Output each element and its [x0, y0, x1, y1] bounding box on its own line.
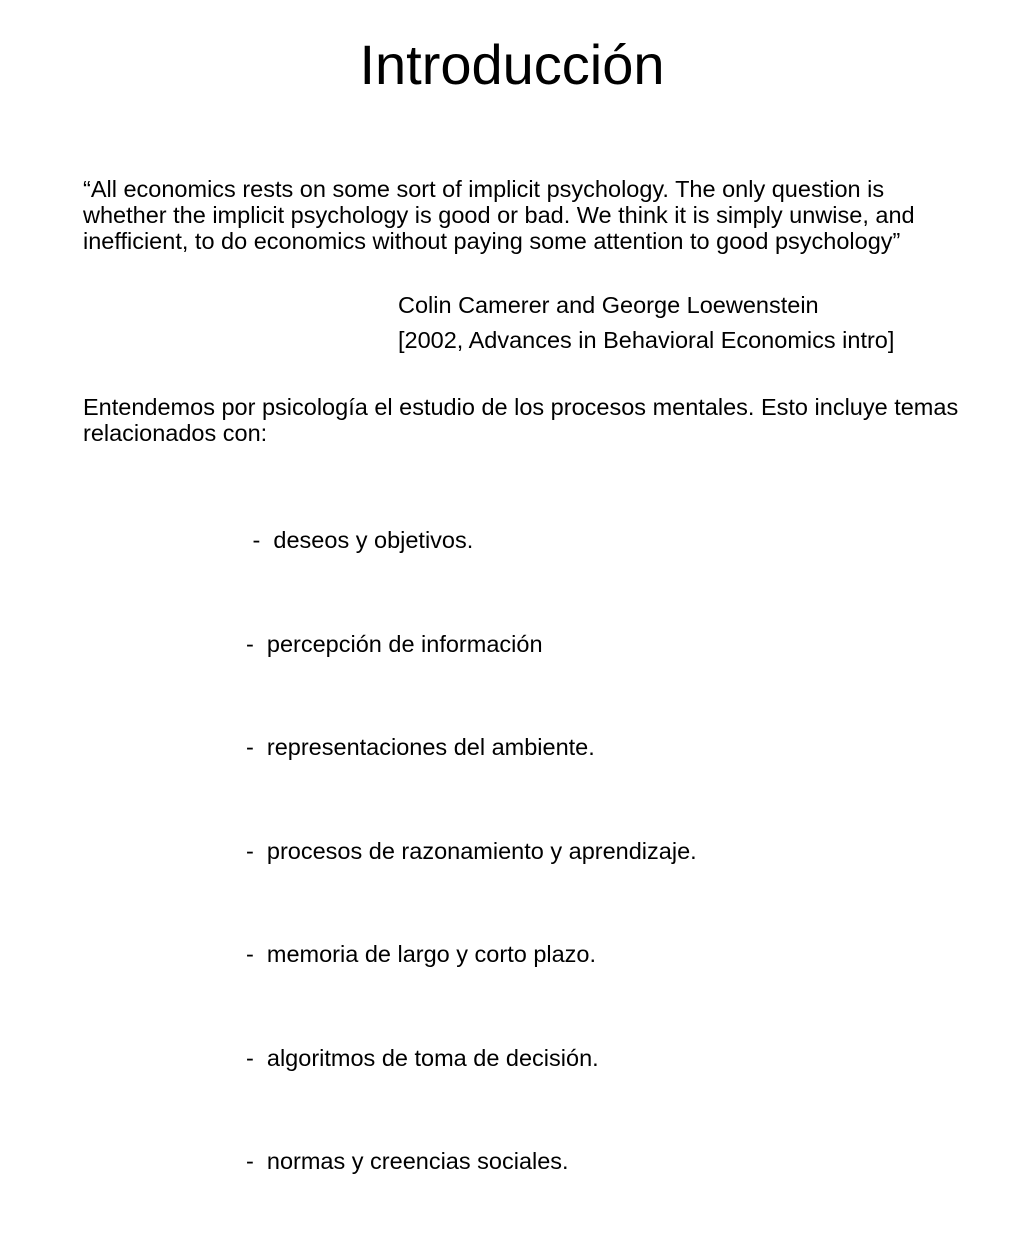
slide-title: Introducción [359, 33, 665, 96]
list-item: - deseos y objetivos. [246, 527, 474, 553]
list-item: - normas y creencias sociales. [246, 1148, 569, 1174]
intro-paragraph: Entendemos por psicología el estudio de los procesos mentales. Esto incluye temas relacionados con: [83, 394, 959, 446]
list-item: - percepción de información [246, 630, 543, 657]
quote-text: “All economics rests on some sort of implicit psychology. The only question is whether the implicit psychology is good or bad. We think it is simply unwise, and inefficient, to do economics without paying some attention to good psychology” [83, 176, 915, 254]
quote-authors: Colin Camerer and George Loewenstein [398, 292, 819, 318]
list-item: - memoria de largo y corto plazo. [246, 941, 597, 967]
quote-source: [2002, Advances in Behavioral Economics intro] [398, 327, 895, 353]
list-item: - algoritmos de toma de decisión. [246, 1044, 599, 1071]
list-item: - representaciones del ambiente. [246, 734, 595, 760]
topics-list [246, 454, 697, 1248]
list-item: - procesos de razonamiento y aprendizaje. [246, 837, 697, 864]
